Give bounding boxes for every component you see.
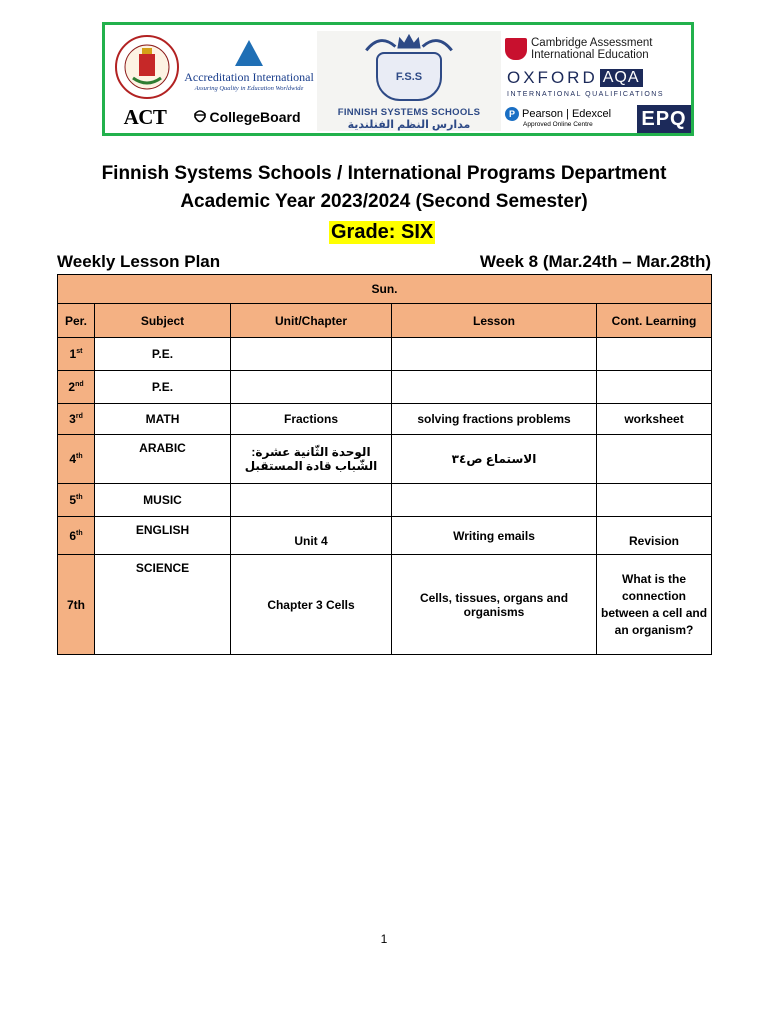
- subject-cell: MUSIC: [95, 484, 231, 517]
- lesson-cell: [392, 371, 597, 404]
- academic-year-title: Academic Year 2023/2024 (Second Semester): [180, 191, 588, 212]
- day-header: Sun.: [58, 275, 712, 304]
- collegeboard-text: CollegeBoard: [209, 109, 301, 125]
- oxford-text: OXFORD: [507, 68, 598, 87]
- period-number: 2: [68, 380, 76, 394]
- subject-cell: P.E.: [95, 371, 231, 404]
- period-cell: [58, 484, 95, 517]
- cont-learning-cell: [597, 484, 712, 517]
- period-suffix: st: [76, 348, 83, 355]
- period-suffix: th: [76, 453, 83, 460]
- unit-cell: Chapter 3 Cells: [231, 555, 392, 655]
- period-number: 4: [69, 452, 77, 466]
- period-cell: [58, 371, 95, 404]
- pearson-p-icon: P: [505, 107, 519, 121]
- period-suffix: th: [76, 529, 83, 537]
- period-suffix: rd: [75, 413, 83, 420]
- period-cell: [58, 338, 95, 371]
- period-cell: [58, 435, 95, 484]
- fss-english-name: FINNISH SYSTEMS SCHOOLS: [337, 107, 481, 118]
- accreditation-name: Accreditation International: [184, 70, 314, 84]
- international-qualifications-text: INTERNATIONAL QUALIFICATIONS: [507, 90, 664, 98]
- cambridge-line2: International Education: [531, 49, 649, 61]
- table-row: [58, 435, 712, 484]
- unit-cell: [231, 338, 392, 371]
- lesson-plan-table: [57, 274, 712, 655]
- weekly-plan-label: Weekly Lesson Plan: [57, 252, 221, 271]
- collegeboard-logo: [183, 103, 311, 131]
- lesson-cell: Cells, tissues, organs and organisms: [392, 555, 597, 655]
- department-title: Finnish Systems Schools / International Programs Department: [101, 163, 667, 184]
- cambridge-logo: [505, 35, 691, 63]
- cambridge-shield-icon: [505, 38, 527, 60]
- period-suffix: nd: [75, 381, 84, 388]
- subject-cell: ENGLISH: [95, 517, 231, 555]
- subject-cell: ARABIC: [95, 435, 231, 484]
- unit-cell: [231, 371, 392, 404]
- unit-cell: Unit 4: [231, 517, 392, 555]
- period-cell: [58, 404, 95, 435]
- fss-crest: F.S.S: [376, 52, 442, 101]
- unit-cell: Fractions: [231, 404, 392, 435]
- table-row: [58, 484, 712, 517]
- period-number: 5: [69, 493, 77, 507]
- act-logo: ACT: [123, 104, 167, 129]
- cont-learning-cell: worksheet: [597, 404, 712, 435]
- pearson-text: Pearson | Edexcel: [522, 107, 612, 120]
- lesson-cell: [392, 484, 597, 517]
- table-row: [58, 404, 712, 435]
- accreditation-triangle-icon: [235, 40, 263, 66]
- fss-logo: [317, 31, 501, 131]
- table-row: [58, 517, 712, 555]
- period-number: 3: [69, 412, 76, 426]
- grade-label: Grade: SIX: [331, 221, 434, 243]
- acorn-icon: [193, 108, 207, 126]
- lesson-cell: Writing emails: [392, 517, 597, 555]
- epq-logo: EPQ: [637, 105, 691, 133]
- pearson-subtext: Approved Online Centre: [523, 120, 593, 128]
- fss-crown-icon: [359, 31, 459, 52]
- cont-learning-cell: [597, 371, 712, 404]
- column-header-subject: Subject: [95, 304, 231, 338]
- fss-arabic-name: مدارس النظم الفنلندية: [347, 119, 471, 131]
- column-header-period: Per.: [58, 304, 95, 338]
- column-header-cont-learning: Cont. Learning: [597, 304, 712, 338]
- accreditation-tagline: Assuring Quality in Education Worldwide: [194, 85, 304, 92]
- unit-cell: [231, 484, 392, 517]
- logo-banner: [102, 22, 694, 136]
- column-header-unit: Unit/Chapter: [231, 304, 392, 338]
- accreditation-international-logo: [185, 31, 313, 101]
- period-suffix: th: [76, 494, 83, 501]
- subject-cell: SCIENCE: [95, 555, 231, 655]
- column-header-lesson: Lesson: [392, 304, 597, 338]
- oxford-aqa-logo: [507, 67, 691, 89]
- table-row: [58, 555, 712, 655]
- table-row: [58, 371, 712, 404]
- pearson-edexcel-logo: [505, 103, 635, 131]
- period-cell: [58, 555, 95, 655]
- week-range-label: Week 8 (Mar.24th – Mar.28th): [479, 252, 711, 271]
- lesson-cell: solving fractions problems: [392, 404, 597, 435]
- cont-learning-cell: What is the connection between a cell and an organism?: [597, 555, 712, 655]
- jordan-ministry-emblem-icon: [111, 33, 183, 101]
- period-number: 7th: [67, 597, 85, 612]
- unit-cell: الوحدة الثّانية عشرة: الشّباب قادة المستقبل: [231, 435, 392, 484]
- lesson-cell: الاستماع ص٣٤: [392, 435, 597, 484]
- lesson-cell: [392, 338, 597, 371]
- period-cell: [58, 517, 95, 555]
- subject-cell: P.E.: [95, 338, 231, 371]
- cambridge-line1: Cambridge Assessment: [531, 37, 653, 49]
- subject-cell: MATH: [95, 404, 231, 435]
- period-number: 1: [69, 347, 77, 361]
- aqa-text: AQA: [600, 69, 643, 87]
- cont-learning-cell: [597, 338, 712, 371]
- cont-learning-cell: [597, 435, 712, 484]
- period-number: 6: [69, 528, 77, 543]
- table-row: [58, 338, 712, 371]
- page-number: 1: [380, 932, 388, 946]
- cont-learning-cell: Revision: [597, 517, 712, 555]
